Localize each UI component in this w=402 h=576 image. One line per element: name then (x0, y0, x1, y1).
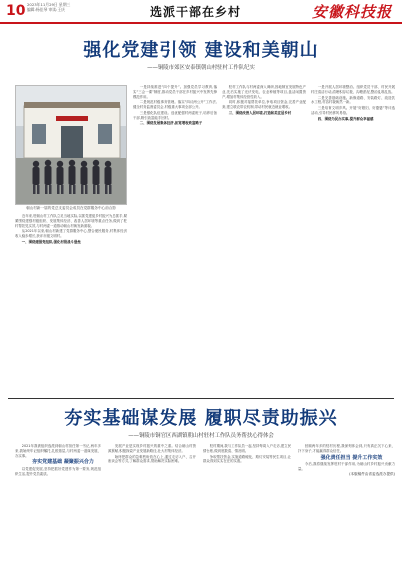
article2-column-1 (15, 444, 101, 570)
paragraph: 二是完善基础设施。新修道路、安装路灯、改造饮水工程,村容村貌焕然一新。 (311, 95, 395, 105)
page-number: 10 (6, 3, 26, 19)
article1-column-4 (311, 85, 395, 396)
column-title: 选派干部在乡村 (150, 5, 242, 19)
paragraph: 一是持续推进“四个提升”。加强党员学习教育,落实“三会一课”制度,推动党员干部在乡村振兴中发挥先锋模范作用。 (133, 85, 217, 99)
section-divider (8, 398, 394, 399)
subheading: 强化责任担当 提升工作实效 (320, 454, 383, 461)
article2-title: 夯实基础谋发展 履职尽责助振兴 (64, 408, 338, 429)
editor-line: 编辑:杨佳琴 审读:王庆 (27, 7, 65, 12)
section-heading: 一、围绕建强党组织,强化村级战斗堡垒 (21, 239, 81, 244)
section-heading: 二、围绕发展集体经济,拓宽增收致富路子 (139, 121, 203, 126)
newspaper-logo: 安徽科技报 (311, 3, 392, 21)
paragraph: 2021年我被组织选派到朝山村担任第一书记,两年多来,我始终牢记组织嘱托,扎根基层,与村两委一道谋发展、办实事。 (15, 444, 101, 458)
date-line: 2023年11月29日 星期三 (27, 2, 71, 7)
photo-image (16, 86, 127, 205)
paragraph: 发展产业是实现乡村振兴的重中之重。结合朝山村资源禀赋,积极探索产业发展新路径,壮大村集体经济。 (108, 444, 196, 453)
paragraph: 一是开展人居环境整治。组织党员干部、村民开展村庄清洁行动,清理积存垃圾、沟塘淤泥,整治乱堆乱放。 (311, 85, 395, 94)
article1-column-2 (133, 85, 217, 396)
group-photo (15, 85, 127, 205)
source-note: (本版稿件由省委选派办提供) (349, 472, 395, 477)
issue-meta (27, 2, 70, 12)
article1-subtitle: ——铜陵市郊区安泰镇朝山村驻村工作队纪实 (147, 65, 255, 71)
paragraph: 同时,积极对接帮扶单位,争取项目资金,完善产业配套,建立联农带农机制,带动村民就近就业增收。 (222, 100, 306, 110)
article1-column-3 (222, 85, 306, 396)
paragraph: 近年来,驻朝山村工作队立足当地实际,以抓党建促乡村振兴为总抓手,紧紧围绕建强村级组织、发展集体经济、改善人居环境等重点任务,做到了驻村帮扶见实效,与村两委一道推动朝山村焕发新面貌。 (15, 214, 127, 228)
paragraph: 回顾两年多的驻村历程,我深刻体会到,只有真正沉下心来、扑下身子,才能赢得群众信任。 (298, 444, 395, 453)
article1-column-1 (15, 214, 127, 396)
paragraph: 驻村期间,我与工作队员一起,坚持每周入户走访,建立民情台账,做到底数清、情况明。 (203, 444, 291, 453)
masthead (0, 0, 402, 24)
article2-column-3 (203, 444, 291, 570)
paragraph: 二是规范村级事务管理。落实“四议两公开”工作法,健全村务监督委员会,村级重大事项全部公开。 (133, 100, 217, 110)
paragraph: 争取帮扶资金,实施道路硬化、路灯安装等民生项目,让群众得到实实在在的实惠。 (203, 454, 291, 464)
photo-caption: 朝山村新一届的党总支委员会成员在党群服务中心前合影 (26, 206, 116, 210)
section-heading: 三、围绕改善人居环境,打造和美宜居乡村 (228, 110, 292, 115)
paragraph: 驻村工作队与村两委深入调研,因地制宜发展特色产业,先后实施了光伏发电、农业种植等项目,盘活闲置资产,增加村集体经营性收入。 (222, 85, 306, 99)
section-heading: 四、围绕为民办实事,提升群众幸福感 (317, 116, 374, 121)
paragraph: 始终把群众的急难愁盼放在心上,通过走访入户、召开座谈会等方式,了解群众需求,帮助解决实际困难。 (108, 454, 196, 464)
article2-subtitle: ——铜陵市铜官区西湖镇朝山村驻村工作队员务帮扶心得体会 (128, 433, 274, 439)
subheading: 夯实党建基础 凝聚振兴合力 (32, 459, 94, 466)
article2-column-4 (298, 444, 395, 570)
article2-column-2 (108, 444, 196, 570)
article1-title: 强化党建引领 建设和美朝山 (83, 40, 319, 61)
paragraph: 从2021年以来,朝山村新建了党群服务中心,整合便民服务,村集体经济收入稳步增长,获评市级文明村。 (15, 229, 127, 239)
paragraph: 以党建促发展,坚持把抓好党建作为第一要务,规范组织生活,提升党员素质。 (15, 466, 101, 476)
paragraph: 三是培育文明乡风。开展“好媳妇、好婆婆”等评选活动,引导村民移风易俗。 (311, 106, 395, 115)
paragraph: 三是强化队伍建设。选优配强村两委班子,培养后备干部,吸引致富能手回村。 (133, 110, 217, 120)
paragraph: 今后,我将继续发挥驻村干部作用,为朝山村乡村振兴贡献力量。 (298, 461, 395, 471)
